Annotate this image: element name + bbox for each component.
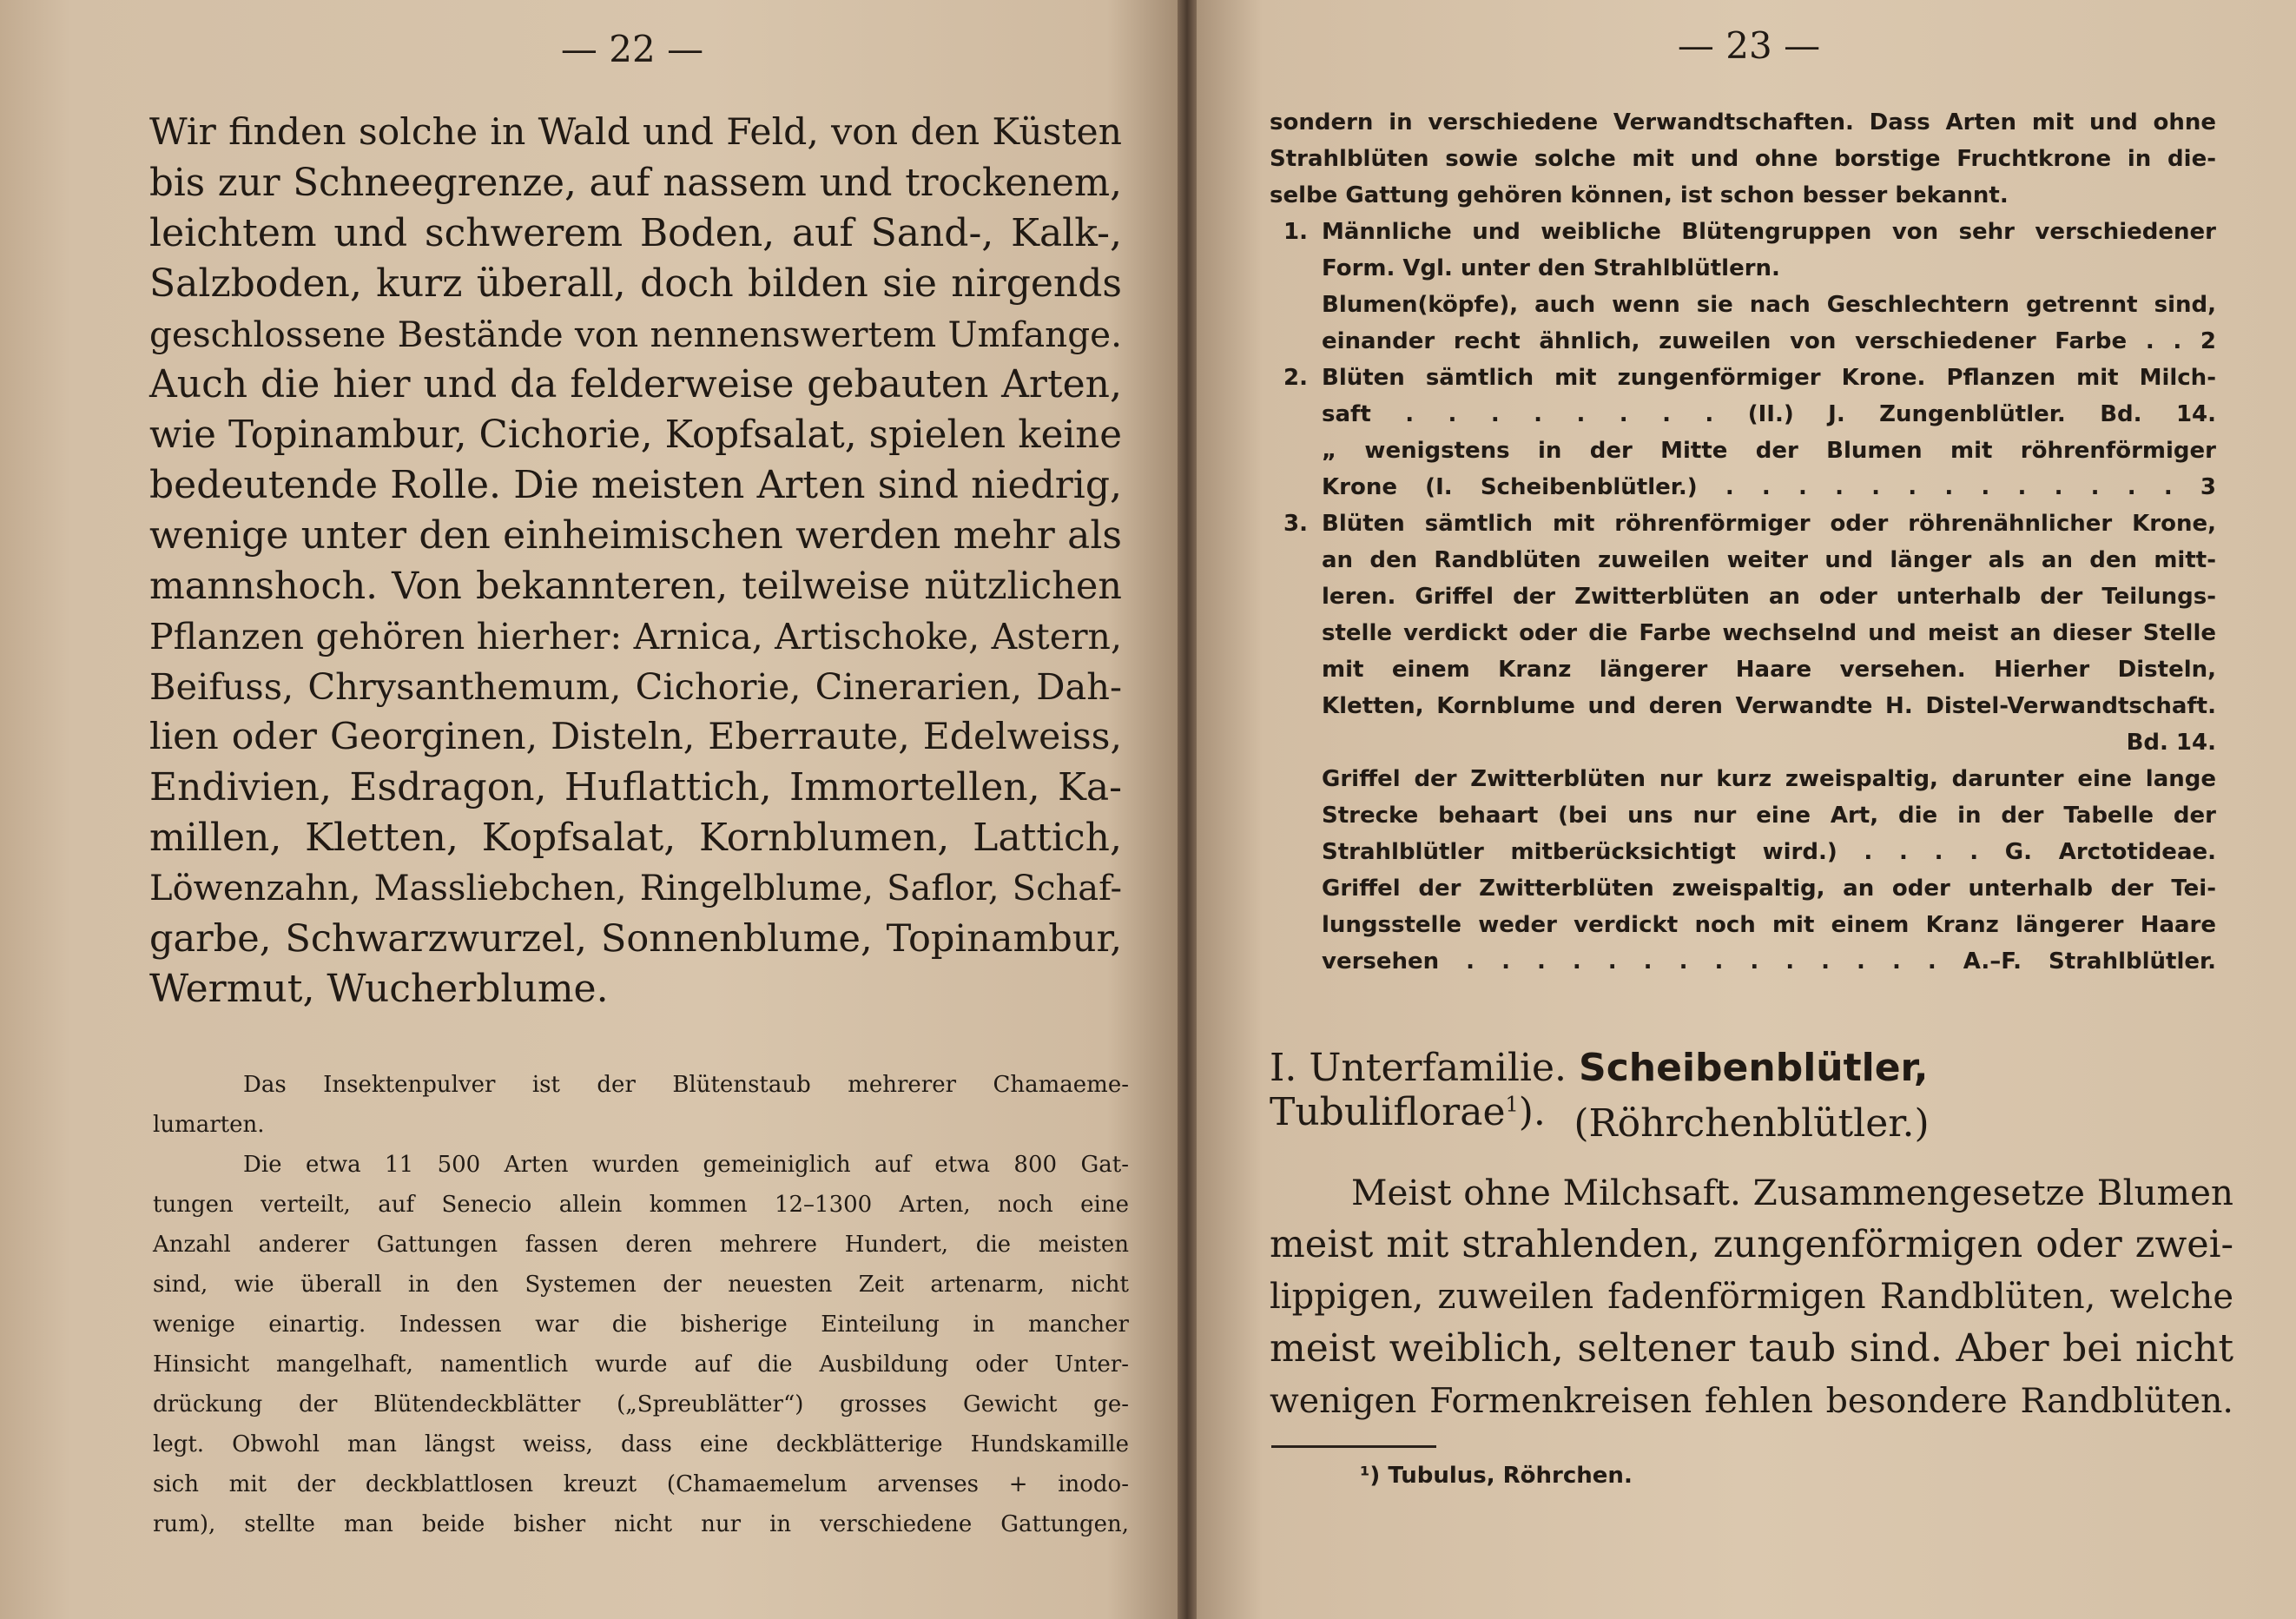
- key-line: Blüten sämtlich mit zungenförmiger Krone. Pflanzen mit Milch-: [1322, 365, 2216, 391]
- text-line: wenigen Formenkreisen fehlen besondere Randblüten.: [1270, 1381, 2233, 1421]
- key-line: Krone (I. Scheibenblütler.) . . . . . . . . . . . . . 3: [1322, 474, 2216, 500]
- key-line: Strahlblütler mitberücksichtigt wird.) . . . . G. Arctotideae.: [1322, 839, 2216, 865]
- intro-line: Strahlblüten sowie solche mit und ohne borstige Fruchtkrone in die-: [1270, 146, 2216, 172]
- key-line: an den Randblüten zuweilen weiter und länger als an den mitt-: [1322, 547, 2216, 573]
- key-line: Griffel der Zwitterblüten nur kurz zweispaltig, darunter eine lange: [1322, 766, 2216, 792]
- note-line: tungen verteilt, auf Senecio allein kommen 12–1300 Arten, noch eine: [153, 1192, 1129, 1218]
- key-line: stelle verdickt oder die Farbe wechselnd und meist an dieser Stelle: [1322, 620, 2216, 646]
- key-line: Blüten sämtlich mit röhrenförmiger oder röhrenähnlicher Krone,: [1322, 511, 2216, 537]
- note-line: drückung der Blütendeckblätter („Spreublätter“) grosses Gewicht ge-: [153, 1391, 1129, 1417]
- heading-part: Tubuliflorae: [1270, 1090, 1506, 1134]
- heading-part: I. Unterfamilie.: [1270, 1046, 1567, 1090]
- key-line: Form. Vgl. unter den Strahlblütlern.: [1322, 255, 1780, 281]
- text-line: Endivien, Esdragon, Huflattich, Immortellen, Ka-: [149, 765, 1122, 810]
- key-line: Kletten, Kornblume und deren Verwandte H. Distel-Verwandtschaft.: [1322, 693, 2216, 719]
- note-line: Die etwa 11 500 Arten wurden gemeiniglich auf etwa 800 Gat-: [243, 1152, 1129, 1178]
- text-line: garbe, Schwarzwurzel, Sonnenblume, Topinambur,: [149, 917, 1122, 961]
- footnote-rule: [1271, 1445, 1436, 1448]
- key-line: Griffel der Zwitterblüten zweispaltig, an oder unterhalb der Tei-: [1322, 876, 2216, 902]
- note-line: wenige einartig. Indessen war die bisherige Einteilung in mancher: [153, 1312, 1129, 1338]
- text-line: Auch die hier und da felderweise gebauten Arten,: [149, 362, 1122, 406]
- page-number-left: — 22 —: [560, 28, 704, 70]
- text-line: Pflanzen gehören hierher: Arnica, Artischoke, Astern,: [149, 616, 1122, 658]
- note-line: Das Insektenpulver ist der Blütenstaub mehrerer Chamaeme-: [243, 1072, 1129, 1098]
- key-line: Blumen(köpfe), auch wenn sie nach Geschlechtern getrennt sind,: [1322, 292, 2216, 318]
- text-line: wie Topinambur, Cichorie, Kopfsalat, spielen keine: [149, 413, 1122, 457]
- text-line: Löwenzahn, Massliebchen, Ringelblume, Saflor, Schaf-: [149, 869, 1122, 909]
- key-line: einander recht ähnlich, zuweilen von verschiedener Farbe . . 2: [1322, 328, 2216, 354]
- key-line: mit einem Kranz längerer Haare versehen. Hierher Disteln,: [1322, 657, 2216, 683]
- note-line: sind, wie überall in den Systemen der neuesten Zeit artenarm, nicht: [153, 1272, 1129, 1298]
- footnote-marker: 1: [1505, 1092, 1519, 1117]
- intro-line: selbe Gattung gehören können, ist schon besser bekannt.: [1270, 182, 2009, 208]
- key-number: 1.: [1283, 219, 1308, 245]
- heading-part: ).: [1518, 1090, 1546, 1134]
- note-line: Anzahl anderer Gattungen fassen deren mehrere Hundert, die meisten: [153, 1232, 1129, 1258]
- note-line: sich mit der deckblattlosen kreuzt (Chamaemelum arvenses + inodo-: [153, 1471, 1129, 1497]
- key-line: Männliche und weibliche Blütengruppen von sehr verschiedener: [1322, 219, 2216, 245]
- note-line: Hinsicht mangelhaft, namentlich wurde auf die Ausbildung oder Unter-: [153, 1351, 1129, 1378]
- text-line: Beifuss, Chrysanthemum, Cichorie, Cinerarien, Dah-: [149, 665, 1122, 708]
- key-line: lungsstelle weder verdickt noch mit einem Kranz längerer Haare: [1322, 912, 2216, 938]
- key-number: 3.: [1283, 511, 1308, 537]
- key-line: versehen . . . . . . . . . . . . . . A.–F. Strahlblütler.: [1322, 948, 2216, 975]
- key-line: „ wenigstens in der Mitte der Blumen mit röhrenförmiger: [1322, 438, 2216, 464]
- text-line: lien oder Georginen, Disteln, Eberraute, Edelweiss,: [149, 716, 1122, 758]
- key-line: Strecke behaart (bei uns nur eine Art, die in der Tabelle der: [1322, 803, 2216, 829]
- text-line: bis zur Schneegrenze, auf nassem und trockenem,: [149, 162, 1122, 205]
- text-line: Meist ohne Milchsaft. Zusammengesetze Blumen: [1351, 1172, 2233, 1213]
- text-line: millen, Kletten, Kopfsalat, Kornblumen, Lattich,: [149, 816, 1122, 860]
- note-line: legt. Obwohl man längst weiss, dass eine deckblätterige Hundskamille: [153, 1431, 1129, 1457]
- heading-bold-name: Scheibenblütler,: [1579, 1046, 1929, 1090]
- footnote: ¹) Tubulus, Röhrchen.: [1360, 1463, 1633, 1489]
- key-line: Bd. 14.: [2126, 730, 2216, 756]
- text-line: Salzboden, kurz überall, doch bilden sie nirgends: [149, 261, 1122, 306]
- key-number: 2.: [1283, 365, 1308, 391]
- text-line: meist weiblich, seltener taub sind. Aber bei nicht: [1270, 1326, 2233, 1371]
- text-line: Wir finden solche in Wald und Feld, von den Küsten: [149, 111, 1122, 154]
- text-line: wenige unter den einheimischen werden mehr als: [149, 513, 1122, 558]
- page-number-right: — 23 —: [1677, 24, 1821, 67]
- text-line: mannshoch. Von bekannteren, teilweise nützlichen: [149, 565, 1122, 608]
- note-line: lumarten.: [153, 1112, 265, 1138]
- text-line: Wermut, Wucherblume.: [149, 967, 609, 1011]
- section-subheading: (Röhrchenblütler.): [1574, 1101, 1930, 1146]
- text-line: leichtem und schwerem Boden, auf Sand-, Kalk-,: [149, 211, 1122, 255]
- text-line: geschlossene Bestände von nennenswertem Umfange.: [149, 314, 1122, 355]
- text-line: meist mit strahlenden, zungenförmigen oder zwei-: [1270, 1223, 2233, 1266]
- book-gutter: [1178, 0, 1197, 1619]
- key-line: saft . . . . . . . . (II.) J. Zungenblütler. Bd. 14.: [1322, 401, 2216, 427]
- text-line: bedeutende Rolle. Die meisten Arten sind niedrig,: [149, 463, 1122, 507]
- note-line: rum), stellte man beide bisher nicht nur in verschiedene Gattungen,: [153, 1511, 1129, 1537]
- right-page: [1197, 0, 2296, 1619]
- intro-line: sondern in verschiedene Verwandtschaften. Dass Arten mit und ohne: [1270, 109, 2216, 135]
- key-line: leren. Griffel der Zwitterblüten an oder unterhalb der Teilungs-: [1322, 584, 2216, 610]
- text-line: lippigen, zuweilen fadenförmigen Randblüten, welche: [1270, 1277, 2233, 1317]
